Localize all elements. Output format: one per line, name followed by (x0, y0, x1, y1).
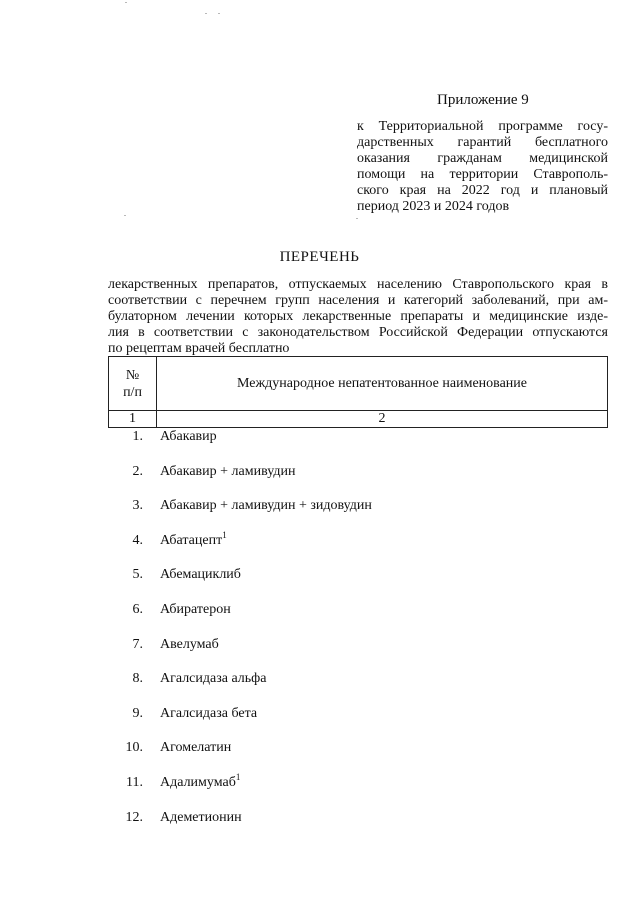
drug-name-cell (160, 602, 231, 618)
table-row (108, 637, 608, 672)
row-number: 12. (125, 809, 143, 825)
scan-speck (124, 215, 126, 216)
drug-name: Агалсидаза альфа (160, 671, 267, 687)
table-header-grid (108, 356, 608, 428)
drug-name: Авелумаб (160, 636, 219, 652)
annex-line: период 2023 и 2024 годов (357, 199, 510, 214)
drug-name: Агомелатин (160, 740, 232, 756)
drug-name-cell (160, 740, 231, 756)
drug-name-cell (160, 706, 257, 722)
column-header-number (109, 357, 157, 411)
drug-name-cell (160, 464, 295, 480)
row-number: 4. (132, 532, 143, 548)
table-row (108, 602, 608, 637)
table-row (108, 810, 608, 845)
annex-line: помощи на территории Ставрополь- (357, 167, 608, 182)
drug-name-cell (160, 529, 227, 549)
row-number: 5. (132, 567, 143, 583)
drug-name: Абемациклиб (160, 567, 241, 583)
row-number: 9. (132, 705, 143, 721)
subtitle-line: лия в соответствии с законодательством Российской Федерации отпускаются (108, 325, 608, 340)
annex-description (357, 119, 608, 215)
column-header-number-line2: п/п (123, 384, 142, 400)
drug-name: Абатацепт (160, 532, 223, 548)
row-number: 2. (132, 463, 143, 479)
table-row (108, 529, 608, 568)
scan-speck (356, 218, 358, 219)
drug-name-cell (160, 637, 219, 653)
drug-name: Адеметионин (160, 809, 242, 825)
drug-name-cell (160, 810, 242, 826)
row-number: 11. (126, 774, 143, 790)
annex-line: к Территориальной программе госу- (357, 119, 608, 134)
table-row (108, 464, 608, 499)
table-row (108, 567, 608, 602)
drug-list (108, 429, 608, 844)
row-number: 3. (132, 498, 143, 514)
subtitle-line: лекарственных препаратов, отпускаемых населению Ставропольского края в (108, 277, 608, 292)
document-title: ПЕРЕЧЕНЬ (279, 249, 360, 265)
drug-name-cell (160, 498, 372, 514)
footnote-marker: 1 (235, 771, 241, 782)
subtitle-line: булаторном лечении которых лекарственные препараты и медицинские изде- (108, 309, 608, 324)
table-row (108, 498, 608, 533)
column-header-name: Международное непатентованное наименование (157, 357, 608, 411)
drug-name: Абакавир (160, 429, 217, 444)
row-number: 6. (132, 601, 143, 617)
row-number: 7. (132, 636, 143, 652)
drug-name-cell (160, 567, 241, 583)
row-number: 8. (132, 671, 143, 687)
table-row (108, 740, 608, 775)
drug-name: Адалимумаб (160, 774, 236, 790)
table-header-row (109, 357, 608, 411)
drug-name: Абиратерон (160, 601, 231, 617)
annex-title: Приложение 9 (437, 92, 529, 108)
scan-speck (125, 2, 127, 3)
table-header (108, 356, 608, 428)
footnote-marker: 1 (222, 529, 227, 540)
subtitle-line: по рецептам врачей бесплатно (108, 341, 290, 356)
drug-name-cell (160, 671, 266, 687)
column-index-number: 1 (109, 411, 157, 428)
table-column-index-row (109, 411, 608, 428)
row-number: 10. (125, 740, 143, 756)
annex-line: оказания гражданам медицинской (357, 151, 608, 166)
column-header-number-line1: № (125, 367, 140, 383)
table-row (108, 706, 608, 741)
annex-line: дарственных гарантий бесплатного (357, 135, 608, 150)
drug-name: Абакавир + ламивудин + зидовудин (160, 498, 372, 514)
drug-name: Абакавир + ламивудин (160, 463, 296, 479)
scan-speck (218, 13, 220, 14)
subtitle-line: соответствии с перечнем групп населения и категорий заболеваний, при ам- (108, 293, 608, 308)
scan-speck (205, 13, 207, 14)
annex-line: ского края на 2022 год и плановый (357, 183, 608, 198)
document-subtitle (108, 277, 608, 357)
row-number: 1. (132, 429, 143, 444)
table-row (108, 429, 608, 464)
column-index-name: 2 (157, 411, 608, 428)
drug-name: Агалсидаза бета (160, 705, 258, 721)
table-row (108, 671, 608, 706)
table-row (108, 771, 608, 810)
drug-name-cell (160, 429, 217, 445)
drug-name-cell (160, 771, 241, 791)
